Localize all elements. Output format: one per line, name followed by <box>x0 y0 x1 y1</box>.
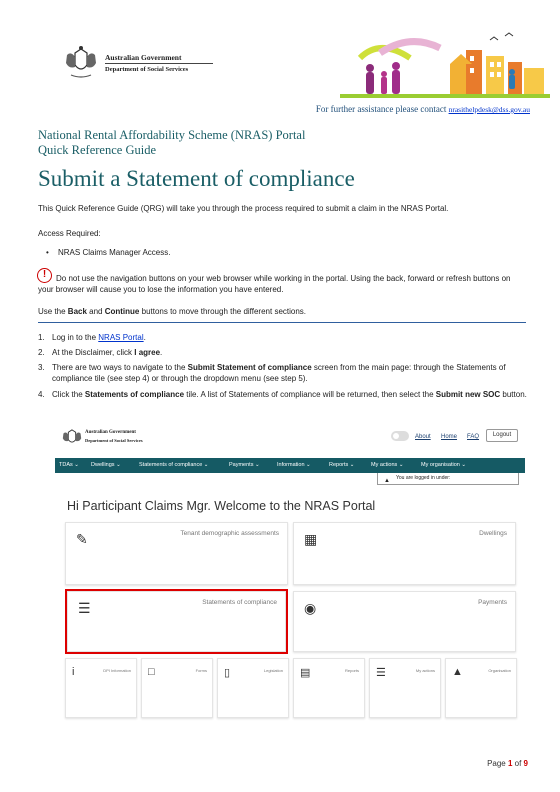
nav-note-back: Back <box>67 307 87 316</box>
page-total: 9 <box>523 759 528 768</box>
actions-icon: ☰ <box>376 667 386 679</box>
page-title: Submit a Statement of compliance <box>38 166 355 191</box>
nav-note-text: Use the <box>38 307 68 316</box>
nav-tdas[interactable]: TDAs ⌄ <box>59 462 79 468</box>
step-text: Log in to the <box>52 333 99 342</box>
tile-label: DPI Information <box>103 668 131 673</box>
tile-dpi-information[interactable] <box>65 658 137 718</box>
tile-label: Organisation <box>488 668 511 673</box>
step-bold: Submit new SOC <box>435 390 501 399</box>
gov-name: Australian Government <box>105 53 182 62</box>
tile-label: My actions <box>415 668 435 673</box>
tile-reports[interactable] <box>293 658 365 718</box>
access-label: Access Required: <box>38 229 101 238</box>
coat-of-arms-icon <box>61 427 83 451</box>
nav-payments[interactable]: Payments ⌄ <box>229 462 260 468</box>
logged-in-panel <box>377 473 519 485</box>
section-divider <box>38 322 526 323</box>
logged-in-text: You are logged in under: <box>396 475 451 481</box>
portal-gov-name: Australian Government <box>85 430 136 435</box>
tile-label: Dwellings <box>479 530 507 537</box>
step-text: screen from the main page: through the Statements of compliance tile (see step 4) or through the dropdown menu (see step 5). <box>52 363 506 383</box>
nav-reports[interactable]: Reports ⌄ <box>329 462 355 468</box>
family-houses-illustration <box>340 28 550 98</box>
assistance-contact <box>316 104 530 114</box>
portal-title-line2: Quick Reference Guide <box>38 143 156 157</box>
step-text: At the Disclaimer, click <box>52 348 135 357</box>
tile-legislation[interactable] <box>217 658 289 718</box>
step-text: . <box>143 333 146 342</box>
bar-chart-icon: ▤ <box>300 667 311 679</box>
portal-dept-name: Department of Social Services <box>85 438 143 443</box>
page-label: Page <box>487 759 508 768</box>
form-icon: □ <box>148 666 155 678</box>
organisation-icon: ▲ <box>384 478 390 484</box>
step-number: 2. <box>38 348 45 357</box>
page-sep: of <box>512 759 524 768</box>
tile-organisation[interactable] <box>445 658 517 718</box>
contrast-toggle[interactable] <box>391 431 409 441</box>
nras-portal-link[interactable]: NRAS Portal <box>98 333 144 342</box>
book-icon: ▯ <box>224 667 231 679</box>
highlight-box <box>65 589 288 654</box>
step-text: There are two ways to navigate to the <box>52 363 188 372</box>
nav-note-text: and <box>86 307 105 316</box>
page-current: 1 <box>507 759 513 768</box>
portal-header <box>55 422 525 458</box>
nav-information[interactable]: Information ⌄ <box>277 462 311 468</box>
nav-note-continue: Continue <box>104 307 140 316</box>
dept-name: Department of Social Services <box>105 66 189 73</box>
access-item: • NRAS Claims Manager Access. <box>58 248 170 257</box>
home-link[interactable]: Home <box>441 434 458 440</box>
edit-icon: ✎ <box>76 531 88 547</box>
helpdesk-email-link[interactable]: nrasithelpdesk@dss.gov.au <box>448 105 530 114</box>
step-bold: I agree <box>134 348 161 357</box>
tile-payments[interactable] <box>293 591 516 652</box>
tile-label: Forms <box>195 668 207 673</box>
portal-nav-bar <box>55 458 525 473</box>
step-text: tile. A list of Statements of compliance will be returned, then select the <box>184 390 436 399</box>
assistance-text: For further assistance please contact <box>315 104 447 114</box>
portal-title-line1: National Rental Affordability Scheme (NRAS) Portal <box>38 128 306 142</box>
coat-of-arms-icon <box>63 45 99 83</box>
step-number: 1. <box>38 333 45 342</box>
nav-my-organisation[interactable]: My organisation ⌄ <box>421 462 466 468</box>
tile-dwellings[interactable] <box>293 522 516 585</box>
tile-tenant-demographic-assessments[interactable] <box>65 522 288 585</box>
about-link[interactable]: About <box>415 434 431 440</box>
tile-label: Tenant demographic assessments <box>180 530 279 537</box>
info-icon: i <box>72 666 75 678</box>
tile-label: Legislation <box>263 668 283 673</box>
step-bold: Submit Statement of compliance <box>187 363 312 372</box>
money-icon: ◉ <box>304 600 317 616</box>
warning-icon: ! <box>37 268 52 283</box>
step-text: . <box>160 348 163 357</box>
portal-title <box>38 128 305 158</box>
page-number <box>487 759 528 768</box>
step-number: 3. <box>38 363 45 372</box>
step-text: button. <box>500 390 527 399</box>
nav-note-text: buttons to move through the different sections. <box>139 307 307 316</box>
nav-dwellings[interactable]: Dwellings ⌄ <box>91 462 121 468</box>
navigation-note <box>38 306 528 317</box>
tile-label: Statements of compliance <box>202 599 277 606</box>
step-number: 4. <box>38 390 45 399</box>
tile-label: Reports <box>344 668 359 673</box>
list-icon: ☰ <box>78 600 91 616</box>
organisation-icon: ▲ <box>452 666 463 678</box>
divider <box>105 63 213 64</box>
welcome-heading: Hi Participant Claims Mgr. Welcome to the NRAS Portal <box>67 499 376 513</box>
faq-link[interactable]: FAQ <box>467 434 480 440</box>
step-text: Click the <box>52 390 85 399</box>
step-bold: Statements of compliance <box>84 390 185 399</box>
building-icon: ▦ <box>304 531 318 547</box>
portal-screenshot <box>55 422 525 740</box>
tile-my-actions[interactable] <box>369 658 441 718</box>
tile-label: Payments <box>478 599 507 606</box>
intro-paragraph: This Quick Reference Guide (QRG) will take you through the process required to submit a claim in the NRAS Portal. <box>38 204 449 213</box>
warning-text: Do not use the navigation buttons on your web browser while working in the portal. Using the back, forward or refresh buttons on your browser will cause you to lose the information you have entered. <box>38 274 511 294</box>
nav-statements-of-compliance[interactable]: Statements of compliance ⌄ <box>139 462 209 468</box>
tile-forms[interactable] <box>141 658 213 718</box>
nav-my-actions[interactable]: My actions ⌄ <box>371 462 404 468</box>
australian-government-logo <box>63 45 223 85</box>
logout-button[interactable]: Logout <box>486 429 518 442</box>
